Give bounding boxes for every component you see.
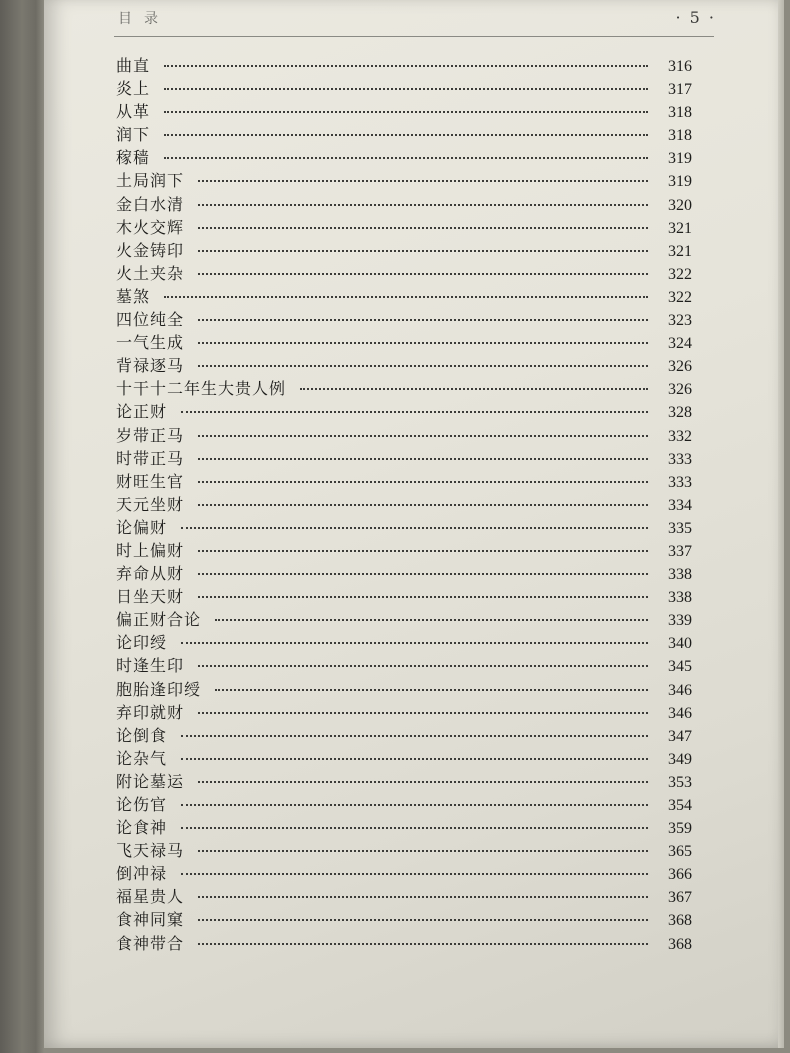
- toc-entry-title: 十干十二年生大贵人例: [116, 379, 287, 399]
- dot-leader: [198, 550, 648, 552]
- toc-entry-title: 弃命从财: [116, 564, 185, 584]
- dot-leader: [300, 388, 648, 390]
- dot-leader: [198, 273, 648, 275]
- book-page: [44, 0, 784, 1048]
- toc-entry-page: 346: [668, 704, 692, 722]
- toc-entry-page: 345: [668, 658, 692, 676]
- toc-entry: [116, 608, 692, 631]
- toc-entry-page: 318: [668, 104, 692, 122]
- toc-entry-title: 倒冲禄: [116, 864, 168, 884]
- toc-entry-title: 论印绶: [116, 633, 168, 653]
- dot-leader: [198, 342, 648, 344]
- dot-leader: [181, 527, 648, 529]
- toc-entry: [116, 678, 692, 701]
- toc-entry-page: 323: [668, 312, 692, 330]
- toc-entry-page: 337: [668, 542, 692, 560]
- toc-entry: [116, 932, 692, 955]
- toc-entry: [116, 585, 692, 608]
- toc-entry-page: 322: [668, 288, 692, 306]
- toc-entry-title: 福星贵人: [116, 887, 185, 907]
- running-header: [114, 6, 714, 40]
- dot-leader: [164, 296, 648, 298]
- dot-leader: [198, 919, 648, 921]
- toc-entry-page: 334: [668, 496, 692, 514]
- dot-leader: [198, 896, 648, 898]
- toc-entry-page: 322: [668, 265, 692, 283]
- toc-entry-title: 食神带合: [116, 933, 185, 953]
- toc-entry-title: 火金铸印: [116, 240, 185, 260]
- toc-entry: [116, 747, 692, 770]
- dot-leader: [198, 573, 648, 575]
- toc-entry: [116, 493, 692, 516]
- toc-entry-title: 偏正财合论: [116, 610, 202, 630]
- toc-entry: [116, 793, 692, 816]
- toc-entry-page: 319: [668, 150, 692, 168]
- dot-leader: [198, 504, 648, 506]
- toc-entry-page: 320: [668, 196, 692, 214]
- toc-entry: [116, 516, 692, 539]
- toc-entry: [116, 862, 692, 885]
- toc-entry-page: 333: [668, 450, 692, 468]
- dot-leader: [215, 689, 648, 691]
- toc-entry: [116, 724, 692, 747]
- toc-entry: [116, 562, 692, 585]
- toc-entry: [116, 377, 692, 400]
- toc-entry-page: 366: [668, 866, 692, 884]
- toc-entry-page: 338: [668, 589, 692, 607]
- toc-entry-page: 353: [668, 773, 692, 791]
- toc-entry-title: 论伤官: [116, 795, 168, 814]
- table-of-contents: [116, 54, 692, 955]
- dot-leader: [198, 319, 648, 321]
- toc-entry-title: 炎上: [116, 79, 151, 99]
- toc-entry-page: 346: [668, 681, 692, 699]
- toc-entry-page: 328: [668, 404, 692, 422]
- toc-entry-title: 墓煞: [116, 286, 151, 306]
- toc-entry-title: 论正财: [116, 402, 168, 422]
- dot-leader: [181, 411, 648, 413]
- toc-entry: [116, 885, 692, 908]
- toc-entry-page: 365: [668, 843, 692, 861]
- toc-entry: [116, 447, 692, 470]
- toc-entry-page: 368: [668, 912, 692, 930]
- toc-entry-title: 木火交辉: [116, 217, 185, 237]
- header-page-number: · 5 ·: [675, 8, 716, 27]
- toc-entry-page: 339: [668, 612, 692, 630]
- toc-entry-title: 土局润下: [116, 171, 185, 191]
- toc-entry-title: 稼穑: [116, 148, 151, 168]
- toc-entry-title: 日坐天财: [116, 587, 185, 607]
- toc-entry-title: 胞胎逢印绶: [116, 679, 202, 699]
- dot-leader: [198, 781, 648, 783]
- dot-leader: [164, 134, 648, 136]
- header-rule: [114, 36, 714, 37]
- toc-entry-title: 时带正马: [116, 448, 185, 468]
- header-title: 目录: [118, 11, 170, 27]
- dot-leader: [215, 619, 648, 621]
- dot-leader: [164, 157, 648, 159]
- dot-leader: [198, 458, 648, 460]
- toc-entry-page: 319: [668, 173, 692, 191]
- toc-entry-title: 四位纯全: [116, 310, 185, 330]
- toc-entry: [116, 77, 692, 100]
- toc-entry: [116, 308, 692, 331]
- toc-entry: [116, 54, 692, 77]
- toc-entry-page: 367: [668, 889, 692, 907]
- dot-leader: [198, 943, 648, 945]
- toc-entry-page: 354: [668, 797, 692, 814]
- dot-leader: [198, 712, 648, 714]
- toc-entry: [116, 239, 692, 262]
- toc-entry-title: 附论墓运: [116, 771, 185, 791]
- toc-entry: [116, 193, 692, 216]
- toc-entry-title: 论食神: [116, 818, 168, 838]
- dot-leader: [198, 180, 648, 182]
- toc-entry-title: 背禄逐马: [116, 356, 185, 376]
- toc-entry-page: 321: [668, 219, 692, 237]
- dot-leader: [198, 596, 648, 598]
- toc-entry-title: 曲直: [116, 56, 151, 75]
- toc-entry-title: 金白水清: [116, 194, 185, 214]
- toc-entry: [116, 262, 692, 285]
- toc-entry-page: 368: [668, 935, 692, 953]
- toc-entry: [116, 216, 692, 239]
- dot-leader: [181, 827, 648, 829]
- toc-entry: [116, 654, 692, 677]
- toc-entry: [116, 816, 692, 839]
- toc-entry: [116, 631, 692, 654]
- toc-entry-page: 324: [668, 335, 692, 353]
- toc-entry: [116, 770, 692, 793]
- toc-entry-title: 论偏财: [116, 517, 168, 537]
- toc-entry: [116, 701, 692, 724]
- toc-entry-title: 岁带正马: [116, 425, 185, 445]
- toc-entry: [116, 169, 692, 192]
- toc-entry-page: 321: [668, 242, 692, 260]
- toc-entry-page: 316: [668, 58, 692, 75]
- toc-entry-title: 时逢生印: [116, 656, 185, 676]
- toc-entry-page: 326: [668, 358, 692, 376]
- dot-leader: [164, 65, 648, 67]
- toc-entry: [116, 285, 692, 308]
- toc-entry-page: 326: [668, 381, 692, 399]
- toc-entry-title: 食神同窠: [116, 910, 185, 930]
- dot-leader: [198, 435, 648, 437]
- dot-leader: [198, 204, 648, 206]
- toc-entry: [116, 354, 692, 377]
- toc-entry-title: 火土夹杂: [116, 263, 185, 283]
- dot-leader: [198, 365, 648, 367]
- toc-entry-page: 317: [668, 81, 692, 99]
- toc-entry-title: 天元坐财: [116, 494, 185, 514]
- toc-entry: [116, 146, 692, 169]
- dot-leader: [181, 873, 648, 875]
- toc-entry: [116, 100, 692, 123]
- dot-leader: [181, 642, 648, 644]
- dot-leader: [198, 250, 648, 252]
- dot-leader: [198, 665, 648, 667]
- toc-entry-title: 弃印就财: [116, 702, 185, 722]
- toc-entry-page: 332: [668, 427, 692, 445]
- page-edge: [778, 0, 784, 1048]
- toc-entry-page: 335: [668, 519, 692, 537]
- dot-leader: [181, 758, 648, 760]
- dot-leader: [181, 735, 648, 737]
- toc-entry-title: 论倒食: [116, 725, 168, 745]
- dot-leader: [198, 227, 648, 229]
- toc-entry-title: 财旺生官: [116, 471, 185, 491]
- toc-entry-page: 338: [668, 566, 692, 584]
- toc-entry-page: 349: [668, 750, 692, 768]
- toc-entry-page: 347: [668, 727, 692, 745]
- toc-entry: [116, 470, 692, 493]
- toc-entry: [116, 123, 692, 146]
- toc-entry: [116, 331, 692, 354]
- toc-entry: [116, 424, 692, 447]
- toc-entry-title: 时上偏财: [116, 540, 185, 560]
- toc-entry-title: 从革: [116, 102, 151, 122]
- dot-leader: [198, 481, 648, 483]
- dot-leader: [164, 111, 648, 113]
- toc-entry-title: 一气生成: [116, 333, 185, 353]
- toc-entry-title: 润下: [116, 125, 151, 145]
- toc-entry-page: 340: [668, 635, 692, 653]
- toc-entry: [116, 400, 692, 423]
- toc-entry: [116, 539, 692, 562]
- toc-entry-page: 318: [668, 127, 692, 145]
- toc-entry-title: 论杂气: [116, 748, 168, 768]
- toc-entry-page: 333: [668, 473, 692, 491]
- toc-entry-title: 飞天禄马: [116, 841, 185, 861]
- dot-leader: [198, 850, 648, 852]
- dot-leader: [181, 804, 648, 806]
- dot-leader: [164, 88, 648, 90]
- toc-entry: [116, 839, 692, 862]
- toc-entry-page: 359: [668, 820, 692, 838]
- toc-entry: [116, 908, 692, 931]
